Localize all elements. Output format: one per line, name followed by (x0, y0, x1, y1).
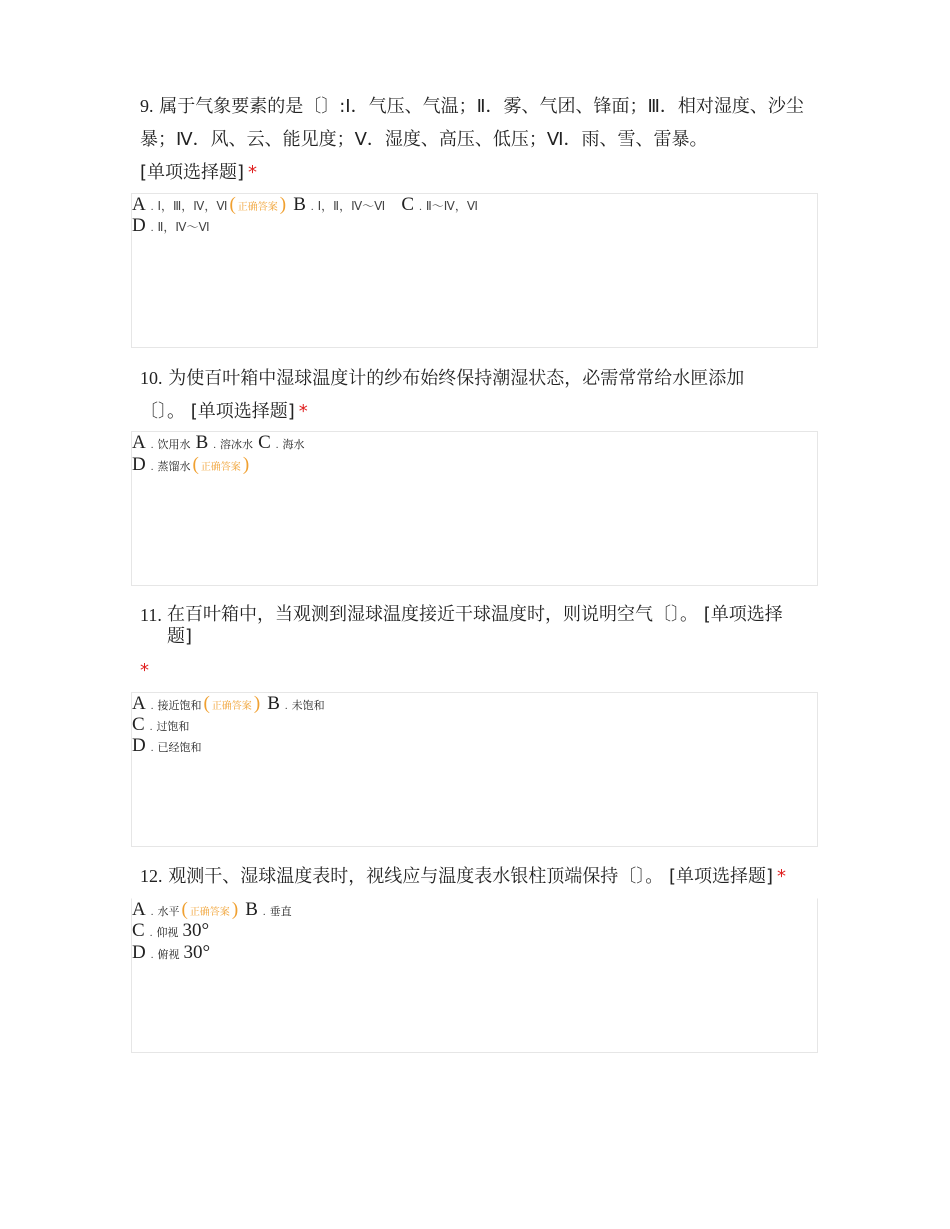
required-marker: * (140, 660, 149, 681)
option-letter: C (132, 714, 145, 735)
option-dot: . (149, 721, 153, 733)
option-row (132, 454, 251, 476)
option-row (132, 920, 209, 942)
option-row (132, 735, 201, 757)
question-type-part1: [单项选择 (703, 604, 783, 625)
question-type-part2: 题] (167, 626, 193, 647)
option-text: 水平 (157, 905, 180, 918)
question-type: [单项选择题] (140, 162, 245, 183)
option-text: Ⅱ～Ⅳ，Ⅵ (425, 199, 478, 213)
option-dot: . (262, 906, 266, 918)
option-row (132, 942, 210, 964)
option-row (132, 194, 478, 216)
correct-answer-label: 正确答案 (211, 701, 252, 712)
option-row (132, 714, 189, 736)
option-c[interactable] (258, 433, 304, 452)
option-text: 未饱和 (291, 699, 325, 712)
option-letter: B (245, 899, 258, 920)
question-title (140, 860, 840, 893)
options-box (131, 898, 818, 1053)
question-text: 为使百叶箱中湿球温度计的纱布始终保持潮湿状态，必需常常给水匣添加〔〕。 (140, 368, 745, 422)
option-text: Ⅰ，Ⅱ，Ⅳ～Ⅵ (317, 199, 386, 213)
correct-answer-label: 正确答案 (200, 462, 241, 473)
question-title (140, 604, 820, 682)
option-b[interactable] (245, 900, 291, 919)
option-letter: B (267, 693, 280, 714)
option-letter: D (132, 215, 146, 236)
option-text: Ⅱ，Ⅳ～Ⅵ (157, 220, 210, 234)
option-a[interactable] (132, 694, 267, 713)
question-number: 10. (140, 368, 163, 388)
paren-close: ) (279, 194, 287, 215)
option-text: 垂直 (269, 905, 292, 918)
option-letter: D (132, 942, 146, 963)
option-dot: . (150, 949, 154, 961)
question-number: 12. (140, 866, 163, 886)
option-a[interactable] (132, 900, 245, 919)
option-a[interactable] (132, 195, 293, 214)
paren-open: ( (203, 693, 210, 714)
option-text: 俯视 (157, 948, 180, 961)
option-d[interactable] (132, 736, 201, 755)
option-letter: D (132, 454, 146, 475)
question-title (140, 362, 780, 428)
option-b[interactable] (196, 433, 259, 452)
option-c[interactable] (401, 195, 478, 214)
option-dot: . (150, 222, 154, 234)
option-row (132, 899, 292, 921)
option-text: 过饱和 (156, 720, 190, 733)
option-text: 已经饱和 (157, 741, 202, 754)
question-title (140, 90, 815, 189)
option-d[interactable] (132, 216, 210, 235)
option-dot: . (419, 201, 422, 213)
paren-close: ) (242, 454, 250, 475)
option-letter: D (132, 735, 146, 756)
question-text: 在百叶箱中，当观测到湿球温度接近干球温度时，则说明空气〔〕。 (167, 604, 698, 625)
option-value: 30° (182, 920, 210, 941)
option-letter: B (293, 194, 306, 215)
question-text: 属于气象要素的是〔〕:Ⅰ．气压、气温；Ⅱ．雾、气团、锋面；Ⅲ．相对湿度、沙尘暴；Ⅳ．风、云、能见度；Ⅴ．湿度、高压、低压；Ⅵ．雨、雪、雷暴。 (140, 96, 804, 150)
option-row (132, 693, 325, 715)
option-row (132, 432, 305, 454)
correct-answer-label: 正确答案 (189, 907, 230, 918)
paren-close: ) (231, 899, 239, 920)
option-letter: C (132, 920, 145, 941)
option-letter: A (132, 899, 146, 920)
option-text: 仰视 (156, 926, 179, 939)
option-b[interactable] (293, 195, 390, 214)
option-dot: . (150, 906, 154, 918)
paren-open: ( (181, 899, 188, 920)
question-number: 9. (140, 96, 154, 116)
option-text: 海水 (282, 438, 305, 451)
option-letter: A (132, 693, 146, 714)
options-box (131, 193, 818, 348)
correct-answer-label: 正确答案 (237, 202, 278, 213)
required-marker: * (298, 401, 308, 422)
option-dot: . (150, 201, 154, 213)
option-text: 饮用水 (157, 438, 191, 451)
option-d[interactable] (132, 455, 251, 474)
question-type: [单项选择题] (668, 866, 774, 887)
option-c[interactable] (132, 715, 189, 734)
option-text: 溶冰水 (220, 438, 254, 451)
paren-close: ) (253, 693, 261, 714)
options-box (131, 431, 818, 586)
option-dot: . (149, 927, 153, 939)
option-a[interactable] (132, 433, 196, 452)
option-dot: . (150, 461, 154, 473)
option-letter: A (132, 194, 146, 215)
option-letter: C (258, 432, 271, 453)
option-dot: . (275, 439, 279, 451)
question-type: [单项选择题] (190, 401, 295, 422)
question-number: 11. (140, 605, 162, 625)
option-value: 30° (183, 942, 211, 963)
paren-open: ( (192, 454, 199, 475)
option-c[interactable] (132, 921, 209, 940)
option-b[interactable] (267, 694, 324, 713)
paren-open: ( (229, 194, 236, 215)
option-text: Ⅰ，Ⅲ，Ⅳ，Ⅵ (157, 199, 228, 213)
question-text: 观测干、湿球温度表时，视线应与温度表水银柱顶端保持〔〕。 (168, 866, 664, 887)
option-d[interactable] (132, 943, 210, 962)
option-dot: . (284, 700, 288, 712)
option-dot: . (213, 439, 217, 451)
option-dot: . (150, 439, 154, 451)
option-letter: A (132, 432, 146, 453)
option-dot: . (150, 742, 154, 754)
option-text: 蒸馏水 (157, 460, 191, 473)
option-letter: C (401, 194, 415, 215)
option-text: 接近饱和 (157, 699, 202, 712)
required-marker: * (777, 866, 787, 887)
option-letter: B (195, 432, 209, 453)
option-row (132, 215, 210, 237)
option-dot: . (310, 201, 314, 213)
required-marker: * (248, 162, 258, 183)
options-box (131, 692, 818, 847)
option-dot: . (150, 700, 154, 712)
